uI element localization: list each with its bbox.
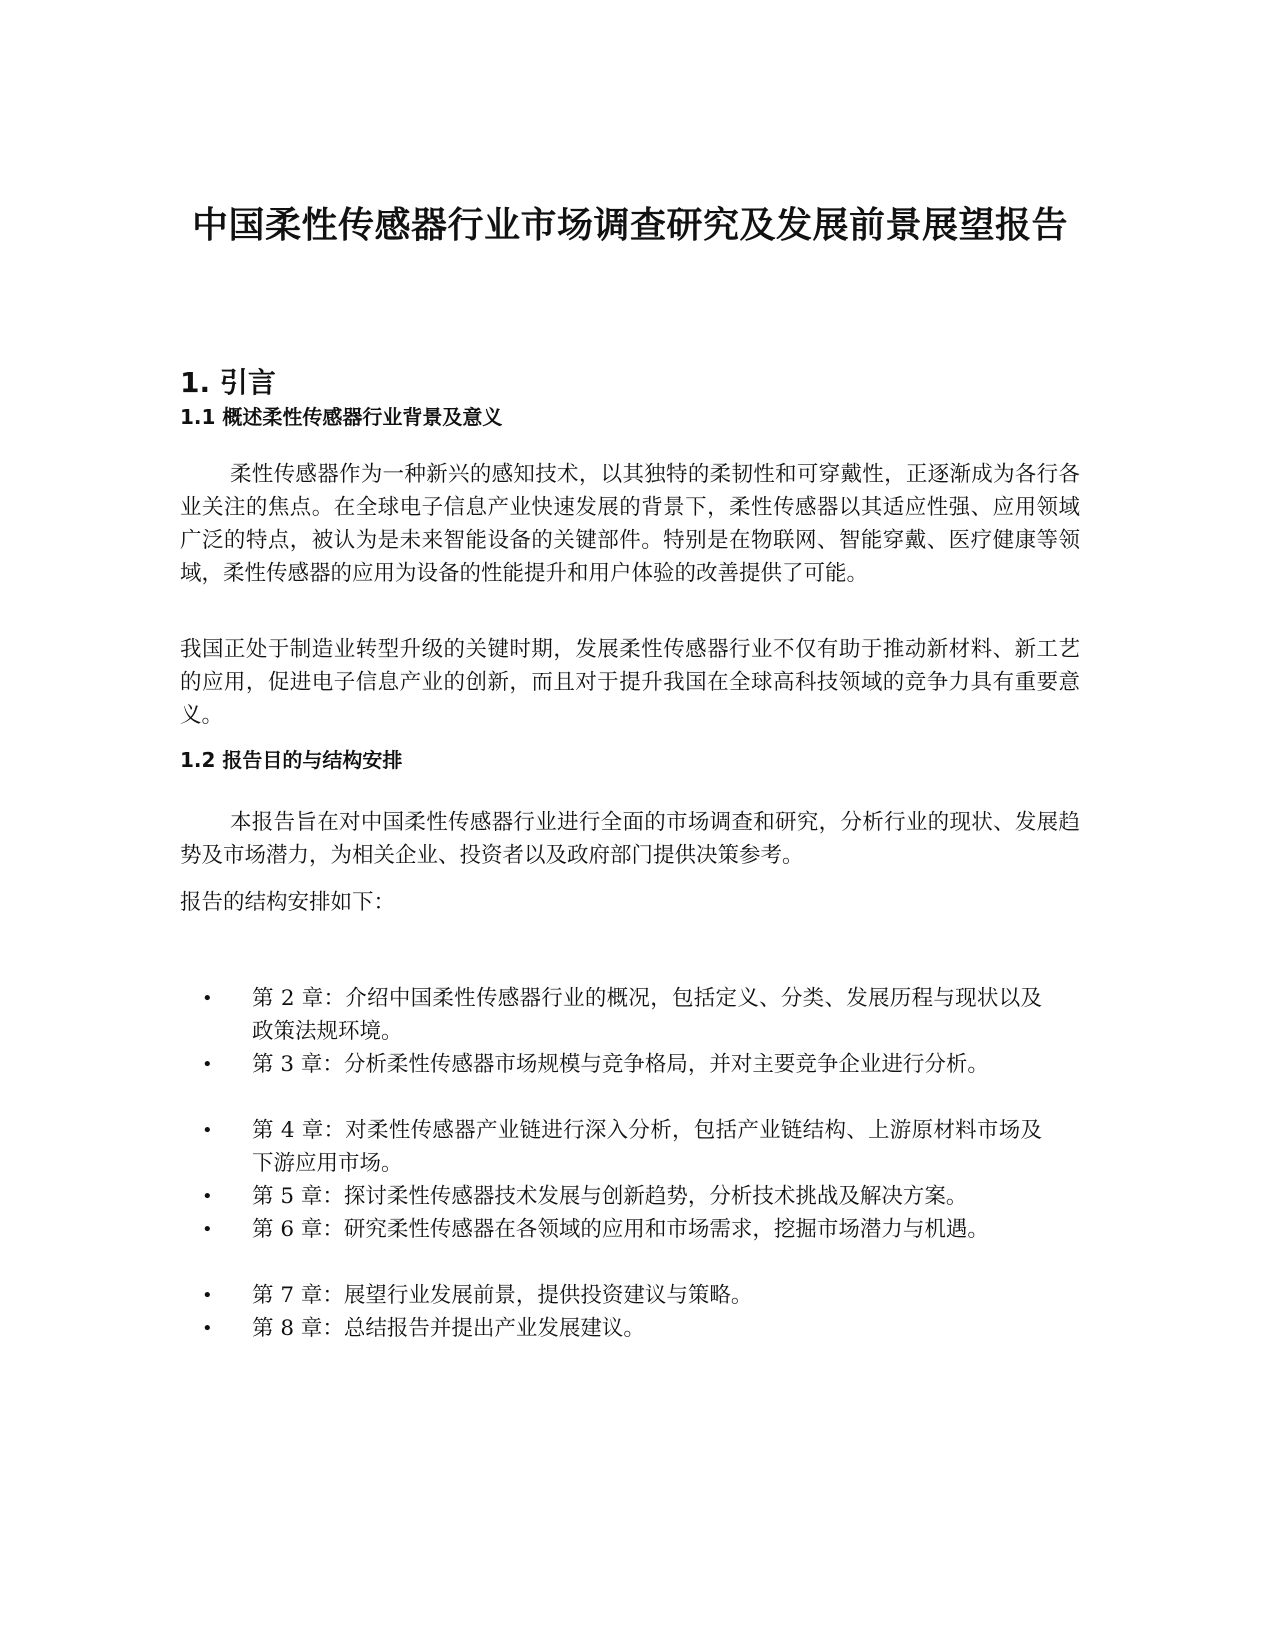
list-item-text: 第 6 章：研究柔性传感器在各领域的应用和市场需求，挖掘市场潜力与机遇。	[252, 1217, 989, 1242]
list-item	[180, 982, 1080, 1048]
section-heading: 1. 引言	[180, 366, 276, 399]
list-item	[180, 1114, 1080, 1180]
paragraph: 我国正处于制造业转型升级的关键时期，发展柔性传感器行业不仅有助于推动新材料、新工艺的应用，促进电子信息产业的创新，而且对于提升我国在全球高科技领域的竞争力具有重要意义。	[180, 637, 1080, 728]
bullet: •	[202, 1285, 213, 1306]
list-item-text: 第 5 章：探讨柔性传感器技术发展与创新趋势，分析技术挑战及解决方案。	[252, 1184, 968, 1209]
list-item	[180, 1279, 1080, 1312]
list-item-text: 第 7 章：展望行业发展前景，提供投资建议与策略。	[252, 1283, 753, 1308]
subsection-heading: 1.2 报告目的与结构安排	[180, 748, 403, 772]
document-page	[180, 0, 1080, 1650]
list-item	[180, 1312, 1080, 1345]
list-item	[180, 1180, 1080, 1213]
paragraph: 报告的结构安排如下：	[180, 890, 396, 915]
paragraph: 本报告旨在对中国柔性传感器行业进行全面的市场调查和研究，分析行业的现状、发展趋势及市场潜力，为相关企业、投资者以及政府部门提供决策参考。	[180, 810, 1080, 868]
chapter-list	[180, 982, 1080, 1345]
list-item-text: 第 3 章：分析柔性传感器市场规模与竞争格局，并对主要竞争企业进行分析。	[252, 1052, 989, 1077]
list-item-text: 第 2 章：介绍中国柔性传感器行业的概况，包括定义、分类、发展历程与现状以及政策法规环境。	[252, 986, 1042, 1044]
bullet: •	[202, 1054, 213, 1075]
document-title: 中国柔性传感器行业市场调查研究及发展前景展望报告	[191, 205, 1068, 246]
bullet: •	[202, 1219, 213, 1240]
list-item-text: 第 8 章：总结报告并提出产业发展建议。	[252, 1316, 645, 1341]
list-item	[180, 1048, 1080, 1114]
bullet: •	[202, 1120, 213, 1141]
bullet: •	[202, 1186, 213, 1207]
subsection-heading: 1.1 概述柔性传感器行业背景及意义	[180, 405, 503, 429]
bullet: •	[202, 1318, 213, 1339]
bullet: •	[202, 988, 213, 1009]
list-item	[180, 1213, 1080, 1279]
list-item-text: 第 4 章：对柔性传感器产业链进行深入分析，包括产业链结构、上游原材料市场及下游应用市场。	[252, 1118, 1042, 1176]
paragraph: 柔性传感器作为一种新兴的感知技术，以其独特的柔韧性和可穿戴性，正逐渐成为各行各业关注的焦点。在全球电子信息产业快速发展的背景下，柔性传感器以其适应性强、应用领域广泛的特点，被认为是未来智能设备的关键部件。特别是在物联网、智能穿戴、医疗健康等领域，柔性传感器的应用为设备的性能提升和用户体验的改善提供了可能。	[180, 462, 1080, 586]
